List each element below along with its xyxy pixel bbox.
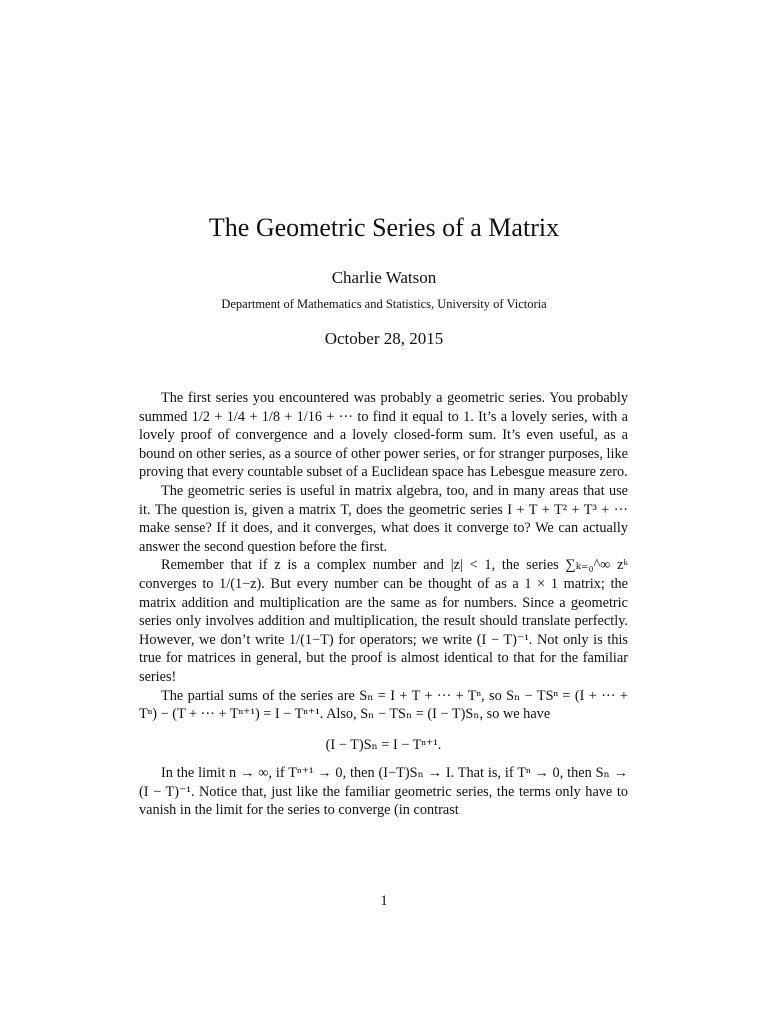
- page-number: 1: [380, 893, 388, 909]
- publication-date: October 28, 2015: [324, 329, 444, 348]
- paragraph-3: Remember that if z is a complex number and |z| < 1, the series ∑ₖ₌₀^∞ zᵏ converges to 1/(1−z). But every number can be thought of as a 1 × 1 matrix; the matrix addition and multiplication are the same as for numbers. Since a geometric series only involves addition and multiplication, the result should translate perfectly. However, we don’t write 1/(1−T) for operators; we write (I − T)⁻¹. Not only is this true for matrices in general, but the proof is almost identical to that for the familiar series!: [139, 557, 628, 685]
- author-name: Charlie Watson: [331, 268, 437, 287]
- body-text: [139, 389, 628, 820]
- display-equation: (I − T)Sₙ = I − Tⁿ⁺¹.: [325, 736, 442, 753]
- author-affiliation: Department of Mathematics and Statistics, University of Victoria: [221, 297, 547, 311]
- paragraph-1: The first series you encountered was probably a geometric series. You probably summed 1/2 + 1/4 + 1/8 + 1/16 + ··· to find it equal to 1. It’s a lovely series, with a lovely proof of convergence and a lovely closed-form sum. It’s even useful, as a bound on other series, as a source of other power series, or for stranger purposes, like proving that every countable subset of a Euclidean space has Lebesgue measure zero.: [139, 390, 628, 481]
- paper-title: The Geometric Series of a Matrix: [208, 213, 560, 242]
- paragraph-4: The partial sums of the series are Sₙ = I + T + ··· + Tⁿ, so Sₙ − TSⁿ = (I + ··· + Tⁿ) − (T + ··· + Tⁿ⁺¹) = I − Tⁿ⁺¹. Also, Sₙ − TSₙ = (I − T)Sₙ, so we have: [139, 687, 628, 723]
- paragraph-2: The geometric series is useful in matrix algebra, too, and in many areas that use it. The question is, given a matrix T, does the geometric series I + T + T² + T³ + ··· make sense? If it does, and it converges, what does it converge to? We can actually answer the second question before the first.: [139, 482, 628, 555]
- paragraph-5: In the limit n → ∞, if Tⁿ⁺¹ → 0, then (I−T)Sₙ → I. That is, if Tⁿ → 0, then Sₙ → (I − T)⁻¹. Notice that, just like the familiar geometric series, the terms only have to vanish in the limit for the series to converge (in contrast: [139, 765, 628, 819]
